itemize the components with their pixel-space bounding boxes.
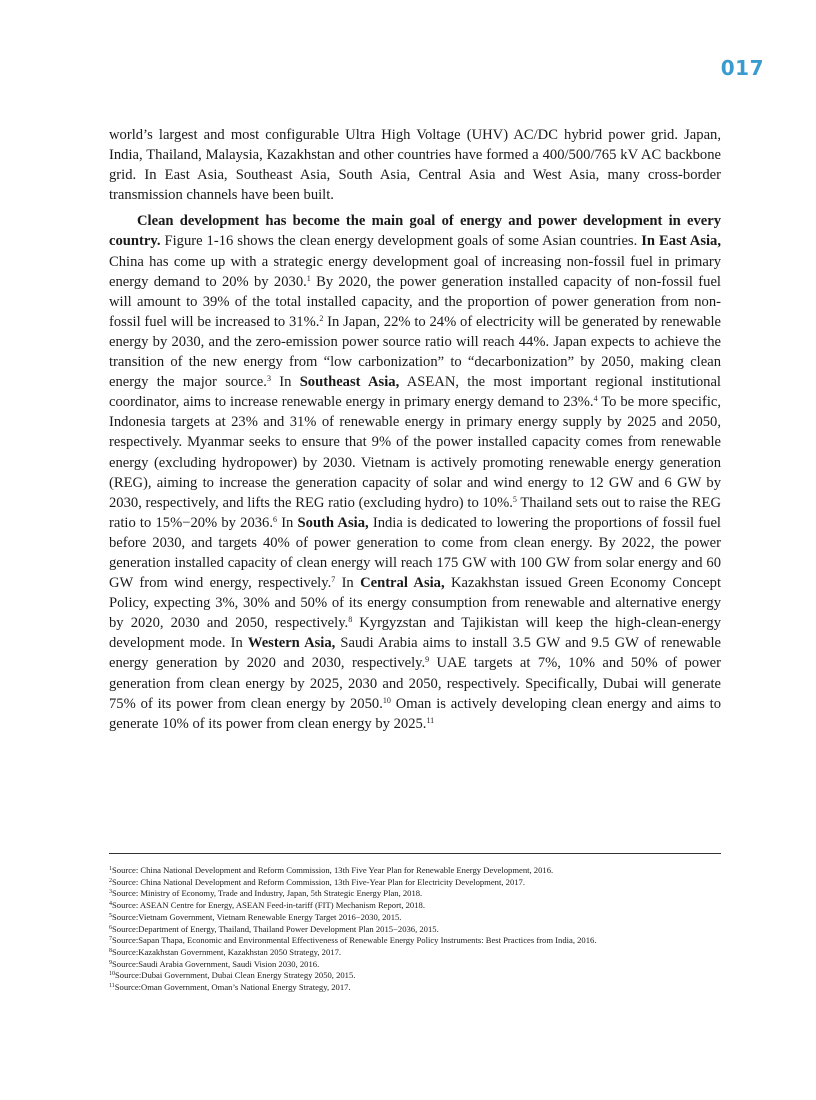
region-central-asia: Central Asia, [360, 575, 445, 592]
region-western-asia: Western Asia, [247, 635, 336, 652]
footnote-ref: 3 [266, 374, 271, 384]
footnote-ref: 10 [382, 695, 391, 705]
footnotes [109, 865, 729, 994]
footnote-11: $^{11}$Source:Oman Government, Oman’s National Energy Strategy, 2017. [109, 982, 351, 993]
footnote-ref: 5 [512, 494, 517, 504]
footnote-2: $^2$Source: China National Development and Reform Commission, 13th Five-Year Plan for Electricity Development, 2017. [109, 876, 525, 887]
page-number: 017 [720, 56, 764, 80]
footnote-ref: 9 [425, 655, 430, 665]
footnote-5: $^5$Source:Vietnam Government, Vietnam Renewable Energy Target 2016−2030, 2015. [109, 911, 402, 922]
footnote-ref: 7 [331, 575, 336, 585]
paragraph-grid-overview: world’s largest and most configurable Ultra High Voltage (UHV) AC/DC hybrid power grid. Japan, India, Thailand, Malaysia, Kazakhstan and other countries have formed a 400/500/765 kV AC backbone grid. In East Asia, Southeast Asia, South Asia, Central Asia and West Asia, many cross-border transmission channels have been built. [109, 127, 721, 204]
footnote-4: $^4$Source: ASEAN Centre for Energy, ASEAN Feed-in-tariff (FIT) Mechanism Report, 2018. [109, 900, 425, 911]
footnote-ref: 2 [319, 313, 324, 323]
lead-sentence: Clean development has become the main goal of energy and power development in every country. [109, 213, 721, 250]
footnote-7: $^7$Source:Sapan Thapa, Economic and Environmental Effectiveness of Renewable Energy Policy Instruments: Best Practices from India, 2016. [109, 935, 597, 946]
footnote-9: $^9$Source:Saudi Arabia Government, Saudi Vision 2030, 2016. [109, 958, 320, 969]
footnote-3: $^3$Source: Ministry of Economy, Trade and Industry, Japan, 5th Strategic Energy Plan, 2018. [109, 888, 423, 899]
footnote-1: $^1$Source: China National Development and Reform Commission, 13th Five Year Plan for Renewable Energy Development, 2016. [109, 865, 554, 875]
footnote-ref: 4 [593, 394, 598, 404]
footnote-ref: 8 [348, 615, 353, 625]
body-text [109, 125, 721, 734]
footnote-6: $^6$Source:Department of Energy, Thailand, Thailand Power Development Plan 2015−2036, 2015. [109, 923, 439, 934]
footnote-8: $^8$Source:Kazakhstan Government, Kazakhstan 2050 Strategy, 2017. [109, 946, 342, 957]
footnote-10: $^{10}$Source:Dubai Government, Dubai Clean Energy Strategy 2050, 2015. [109, 970, 356, 981]
footnote-ref: 1 [306, 273, 311, 283]
footnote-divider [109, 853, 721, 854]
region-southeast-asia: Southeast Asia, [299, 374, 400, 391]
paragraph-clean-development: Clean development has become the main goal of energy and power development in every country. Figure 1-16 shows the clean energy development goals of some Asian countries. In East Asia, China has come up with a strategic energy development goal of increasing non-fossil fuel in primary energy demand to 20% by 2030.$^1$ By 2020, the power generation installed capacity of non-fossil fuel will amount to 39% of the total installed capacity, and the proportion of power generation from non-fossil fuel will be increased to 31%.$^2$ In Japan, 22% to 24% of electricity will be generated by renewable energy by 2030, and the zero-emission power source ratio will reach 44%. Japan expects to achieve the transition of the new energy from “low carbonization” to “decarbonization” by 2050, making clean energy the major source.$^3$ In Southeast Asia, ASEAN, the most important regional institutional coordinator, aims to increase renewable energy in primary energy demand to 23%.$^4$ To be more specific, Indonesia targets at 23% and 31% of renewable energy in primary energy supply by 2025 and 2050, respectively. Myanmar seeks to ensure that 9% of the power installed capacity comes from renewable energy (excluding hydropower) by 2030. Vietnam is actively promoting renewable energy generation (REG), aiming to increase the generation capacity of solar and wind energy to 12 GW and 6 GW by 2030, respectively, and lifts the REG ratio (excluding hydro) to 10%.$^5$ Thailand sets out to raise the REG ratio to 15%−20% by 2036.$^6$ In South Asia, India is dedicated to lowering the proportions of fossil fuel before 2030, and targets 40% of power generation to come from clean energy. By 2022, the power generation installed capacity of clean energy will reach 175 GW with 100 GW from solar energy and 60 GW from wind energy, respectively.$^7$ In Central Asia, Kazakhstan issued Green Economy Concept Policy, expecting 3%, 30% and 50% of its energy consumption from renewable and alternative energy by 2020, 2030 and 2050, respectively.$^8$ Kyrgyzstan and Tajikistan will keep the high-clean-energy development mode. In Western Asia, Saudi Arabia aims to install 3.5 GW and 9.5 GW of renewable energy generation by 2020 and 2030, respectively.$^9$ UAE targets at 7%, 10% and 50% of power generation from clean energy by 2025, 2030 and 2050, respectively. Specifically, Dubai will generate 75% of its power from clean energy by 2050.10 Oman is actively developing clean energy and aims to generate 10% of its power from clean energy by 2025.11 [109, 213, 722, 732]
footnote-ref: 6 [273, 514, 278, 524]
footnote-ref: 11 [426, 715, 435, 725]
region-east-asia: In East Asia, [641, 233, 722, 250]
region-south-asia: South Asia, [297, 514, 369, 531]
